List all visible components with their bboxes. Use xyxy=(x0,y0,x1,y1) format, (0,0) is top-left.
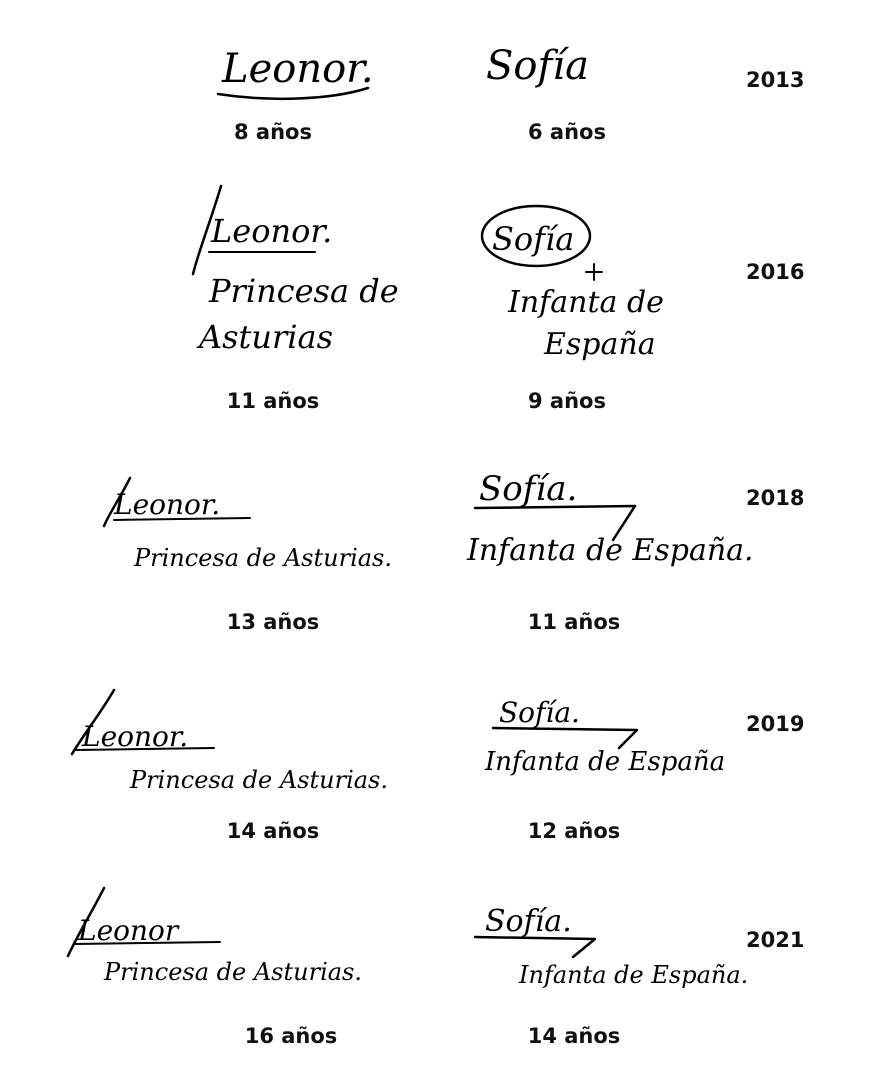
svg-text:Infanta de: Infanta de xyxy=(508,285,664,320)
leonor-age-2013: 8 años xyxy=(234,120,312,144)
leonor-age-2016: 11 años xyxy=(226,389,320,413)
svg-text:Princesa de Asturias.: Princesa de Asturias. xyxy=(134,544,392,572)
svg-text:Princesa de: Princesa de xyxy=(209,272,399,310)
year-2013: 2013 xyxy=(746,68,805,92)
svg-text:Infanta de España.: Infanta de España. xyxy=(519,961,749,989)
svg-text:Asturias: Asturias xyxy=(199,318,334,356)
sofia-signature-2021 xyxy=(465,895,765,995)
svg-text:Infanta de España: Infanta de España xyxy=(485,747,726,777)
svg-text:Sofía.: Sofía. xyxy=(485,904,572,939)
svg-text:Leonor: Leonor xyxy=(78,914,179,947)
leonor-signature-2013 xyxy=(200,30,400,110)
sofia-age-2018: 11 años xyxy=(527,610,621,634)
year-2016: 2016 xyxy=(746,260,805,284)
svg-text:Sofía: Sofía xyxy=(492,220,575,258)
year-2021: 2021 xyxy=(746,928,805,952)
sofia-age-2021: 14 años xyxy=(527,1024,621,1048)
leonor-age-2018: 13 años xyxy=(226,610,320,634)
svg-text:Sofía.: Sofía. xyxy=(499,696,580,729)
svg-text:Sofía: Sofía xyxy=(486,43,589,89)
svg-text:Princesa de Asturias.: Princesa de Asturias. xyxy=(104,958,362,986)
svg-text:Princesa de Asturias.: Princesa de Asturias. xyxy=(130,766,388,794)
svg-text:Infanta de España.: Infanta de España. xyxy=(467,533,754,568)
leonor-signature-2016 xyxy=(185,180,399,360)
svg-text:Leonor.: Leonor. xyxy=(82,720,189,753)
leonor-signature-2019 xyxy=(64,690,424,800)
sofia-age-2016: 9 años xyxy=(528,389,606,413)
svg-text:España: España xyxy=(544,327,656,362)
year-2018: 2018 xyxy=(746,486,805,510)
year-2019: 2019 xyxy=(746,712,805,736)
leonor-age-2021: 16 años xyxy=(244,1024,338,1048)
svg-text:Leonor.: Leonor. xyxy=(114,488,221,521)
sofia-signature-2019 xyxy=(485,690,765,790)
svg-text:Sofía.: Sofía. xyxy=(479,469,578,509)
leonor-signature-2018 xyxy=(100,478,420,578)
sofia-signature-2018 xyxy=(465,460,755,580)
svg-text:Leonor.: Leonor. xyxy=(222,46,374,92)
sofia-signature-2016 xyxy=(478,200,698,370)
sofia-age-2013: 6 años xyxy=(528,120,606,144)
svg-text:Leonor.: Leonor. xyxy=(211,212,333,250)
leonor-age-2019: 14 años xyxy=(226,819,320,843)
sofia-signature-2013 xyxy=(478,34,638,104)
sofia-age-2019: 12 años xyxy=(527,819,621,843)
leonor-signature-2021 xyxy=(60,888,410,988)
